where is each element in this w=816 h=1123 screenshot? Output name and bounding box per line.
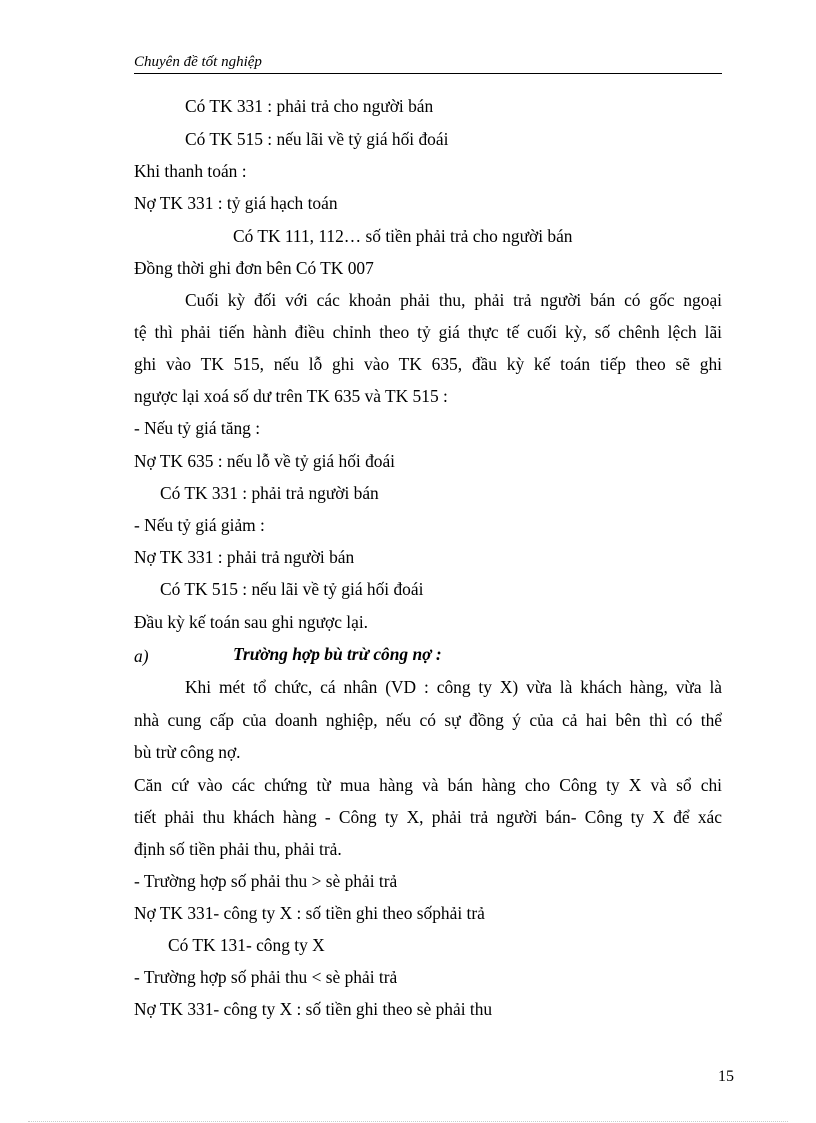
page-bottom-border bbox=[28, 1121, 788, 1122]
paragraph-line: - Nếu tỷ giá tăng : bbox=[134, 418, 261, 438]
paragraph-line: Nợ TK 331 : tỷ giá hạch toán bbox=[134, 193, 338, 213]
header-title: Chuyên đề tốt nghiệp bbox=[134, 54, 262, 70]
section-label: a) bbox=[134, 646, 149, 666]
paragraph-line: Có TK 111, 112… số tiền phải trả cho người bán bbox=[233, 226, 573, 246]
paragraph-line: Có TK 331 : phải trả cho người bán bbox=[185, 96, 434, 116]
paragraph-line: Nợ TK 331- công ty X : số tiền ghi theo sè phải thu bbox=[134, 999, 493, 1019]
paragraph-line: Có TK 515 : nếu lãi về tỷ giá hối đoái bbox=[185, 129, 449, 149]
page-number: 15 bbox=[718, 1068, 734, 1085]
paragraph-line: Khi mét tổ chức, cá nhân (VD : công ty X) vừa là khách hàng, vừa là bbox=[185, 677, 722, 697]
paragraph-line: tệ thì phải tiến hành điều chỉnh theo tỷ giá thực tế cuối kỳ, số chênh lệch lãi bbox=[134, 322, 722, 342]
paragraph-line: Nợ TK 331 : phải trả người bán bbox=[134, 547, 355, 567]
paragraph-line: Cuối kỳ đối với các khoản phải thu, phải trả người bán có gốc ngoại bbox=[185, 290, 722, 310]
paragraph-line: Căn cứ vào các chứng từ mua hàng và bán hàng cho Công ty X và sổ chi bbox=[134, 775, 722, 795]
paragraph-line: Nợ TK 635 : nếu lỗ về tỷ giá hối đoái bbox=[134, 451, 396, 471]
paragraph-line: Đồng thời ghi đơn bên Có TK 007 bbox=[134, 258, 374, 278]
paragraph-line: bù trừ công nợ. bbox=[134, 742, 241, 762]
paragraph-line: ghi vào TK 515, nếu lỗ ghi vào TK 635, đầu kỳ kế toán tiếp theo sẽ ghi bbox=[134, 354, 722, 374]
paragraph-line: - Trường hợp số phải thu > sè phải trả bbox=[134, 871, 398, 891]
header-rule bbox=[134, 73, 722, 74]
paragraph-line: định số tiền phải thu, phải trả. bbox=[134, 839, 342, 859]
paragraph-line: Có TK 515 : nếu lãi về tỷ giá hối đoái bbox=[160, 579, 424, 599]
paragraph-line: Có TK 331 : phải trả người bán bbox=[160, 483, 379, 503]
paragraph-line: Nợ TK 331- công ty X : số tiền ghi theo sốphải trả bbox=[134, 903, 485, 923]
paragraph-line: nhà cung cấp của doanh nghiệp, nếu có sự đồng ý của cả hai bên thì có thể bbox=[134, 710, 722, 730]
section-title: Trường hợp bù trừ công nợ : bbox=[233, 644, 442, 664]
paragraph-line: Khi thanh toán : bbox=[134, 161, 247, 181]
paragraph-line: ngược lại xoá số dư trên TK 635 và TK 515 : bbox=[134, 386, 448, 406]
paragraph-line: Có TK 131- công ty X bbox=[168, 935, 325, 955]
paragraph-line: - Nếu tỷ giá giảm : bbox=[134, 515, 265, 535]
paragraph-line: - Trường hợp số phải thu < sè phải trả bbox=[134, 967, 398, 987]
paragraph-line: Đầu kỳ kế toán sau ghi ngược lại. bbox=[134, 612, 369, 632]
paragraph-line: tiết phải thu khách hàng - Công ty X, phải trả người bán- Công ty X để xác bbox=[134, 807, 722, 827]
